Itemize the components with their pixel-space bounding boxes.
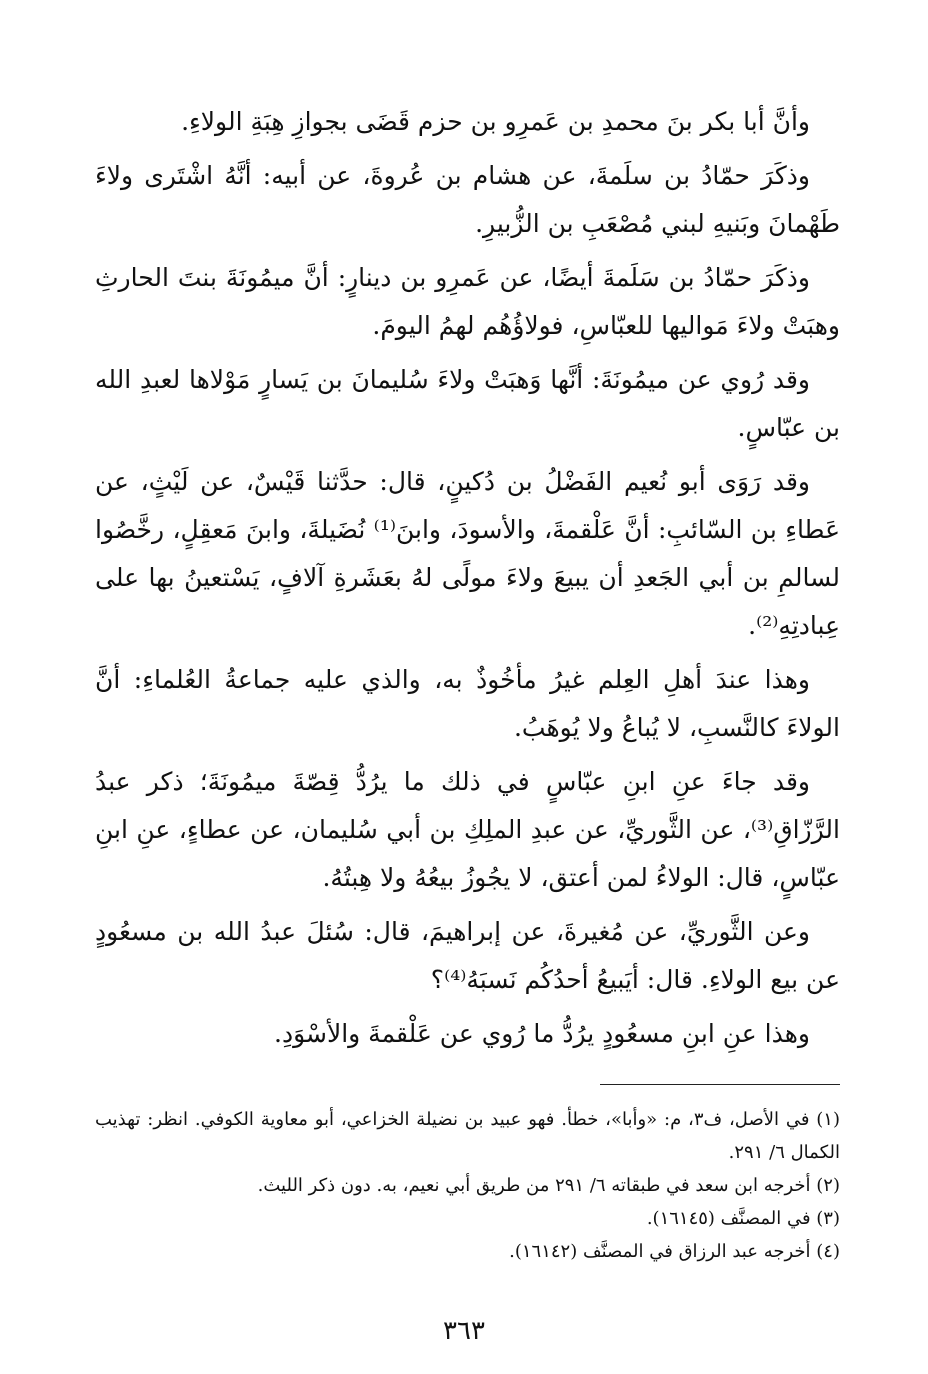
paragraph: وعن الثَّوريِّ، عن مُغيرةَ، عن إبراهيمَ، قال: سُئلَ عبدُ الله بن مسعُودٍ عن بيع الولاءِ. قال: أيَبيعُ أحدُكُم نَسبَهُ⁽⁴⁾؟	[95, 917, 840, 994]
paragraph: وقد رَوَى أبو نُعيم الفَضْلُ بن دُكينٍ، قال: حدَّثنا قَيْسٌ، عن لَيْثٍ، عن عَطاءِ بن السّائبِ: أنَّ عَلْقمةَ، والأسودَ، وابنَ⁽¹⁾ نُضَيلةَ، وابنَ مَعقِلٍ، رخَّصُوا لسالمِ بن أبي الجَعدِ أن يبيعَ ولاءَ مولًى لهُ بعَشَرةِ آلافٍ، يَسْتعينُ بها على عِبادتِهِ⁽²⁾.	[95, 467, 840, 640]
paragraph: وذكَرَ حمّادُ بن سلَمةَ، عن هشام بن عُروةَ، عن أبيه: أنَّهُ اشْتَرى ولاءَ طَهْمانَ وبَنيهِ لبني مُصْعَبِ بن الزُّبيرِ.	[95, 161, 840, 238]
footnote: (٣) في المصنَّف (١٦١٤٥).	[646, 1208, 840, 1229]
page-body	[95, 98, 840, 1268]
paragraph: وهذا عنِ ابنِ مسعُودٍ يرُدُّ ما رُوي عن عَلْقمةَ والأسْوَدِ.	[274, 1019, 810, 1048]
paragraph: وهذا عندَ أهلِ العِلم غيرُ مأخُوذٌ به، والذي عليه جماعةُ العُلماءِ: أنَّ الولاءَ كالنَّسبِ، لا يُباعُ ولا يُوهَبُ.	[95, 665, 840, 742]
paragraph: وأنَّ أبا بكر بنَ محمدِ بن عَمرِو بن حزم قَضَى بجوازِ هِبَةِ الولاءِ.	[181, 107, 810, 136]
footnote: (٤) أخرجه عبد الرزاق في المصنَّف (١٦١٤٢).	[509, 1241, 840, 1262]
page-number: ٣٦٣	[443, 1316, 485, 1346]
footnote-divider	[600, 1084, 840, 1085]
paragraph: وذكَرَ حمّادُ بن سَلَمةَ أيضًا، عن عَمرِو بن دينارٍ: أنَّ ميمُونَةَ بنتَ الحارثِ وهبَتْ ولاءَ مَواليها للعبّاسِ، فولاؤُهُم لهمُ اليومَ.	[95, 263, 840, 340]
paragraph: وقد رُوي عن ميمُونَةَ: أنَّها وَهبَتْ ولاءَ سُليمانَ بن يَسارٍ مَوْلاها لعبدِ الله بن عبّاسٍ.	[95, 365, 840, 442]
paragraph: وقد جاءَ عنِ ابنِ عبّاسٍ في ذلك ما يرُدُّ قِصّةَ ميمُونَةَ؛ ذكر عبدُ الرَّزّاقِ⁽³⁾، عن الثَّوريِّ، عن عبدِ الملِكِ بن أبي سُليمان، عن عطاءٍ، عنِ ابنِ عبّاسٍ، قال: الولاءُ لمن أعتق، لا يجُوزُ بيعُهُ ولا هِبتُهُ.	[95, 767, 840, 892]
footnote: (١) في الأصل، ف٣، م: «وأبا»، خطأ. فهو عبيد بن نضيلة الخزاعي، أبو معاوية الكوفي. انظر: تهذيب الكمال ٦/ ٢٩١.	[95, 1109, 840, 1163]
footnote: (٢) أخرجه ابن سعد في طبقاته ٦/ ٢٩١ من طريق أبي نعيم، به. دون ذكر الليث.	[257, 1175, 840, 1196]
footnotes	[95, 1103, 840, 1268]
